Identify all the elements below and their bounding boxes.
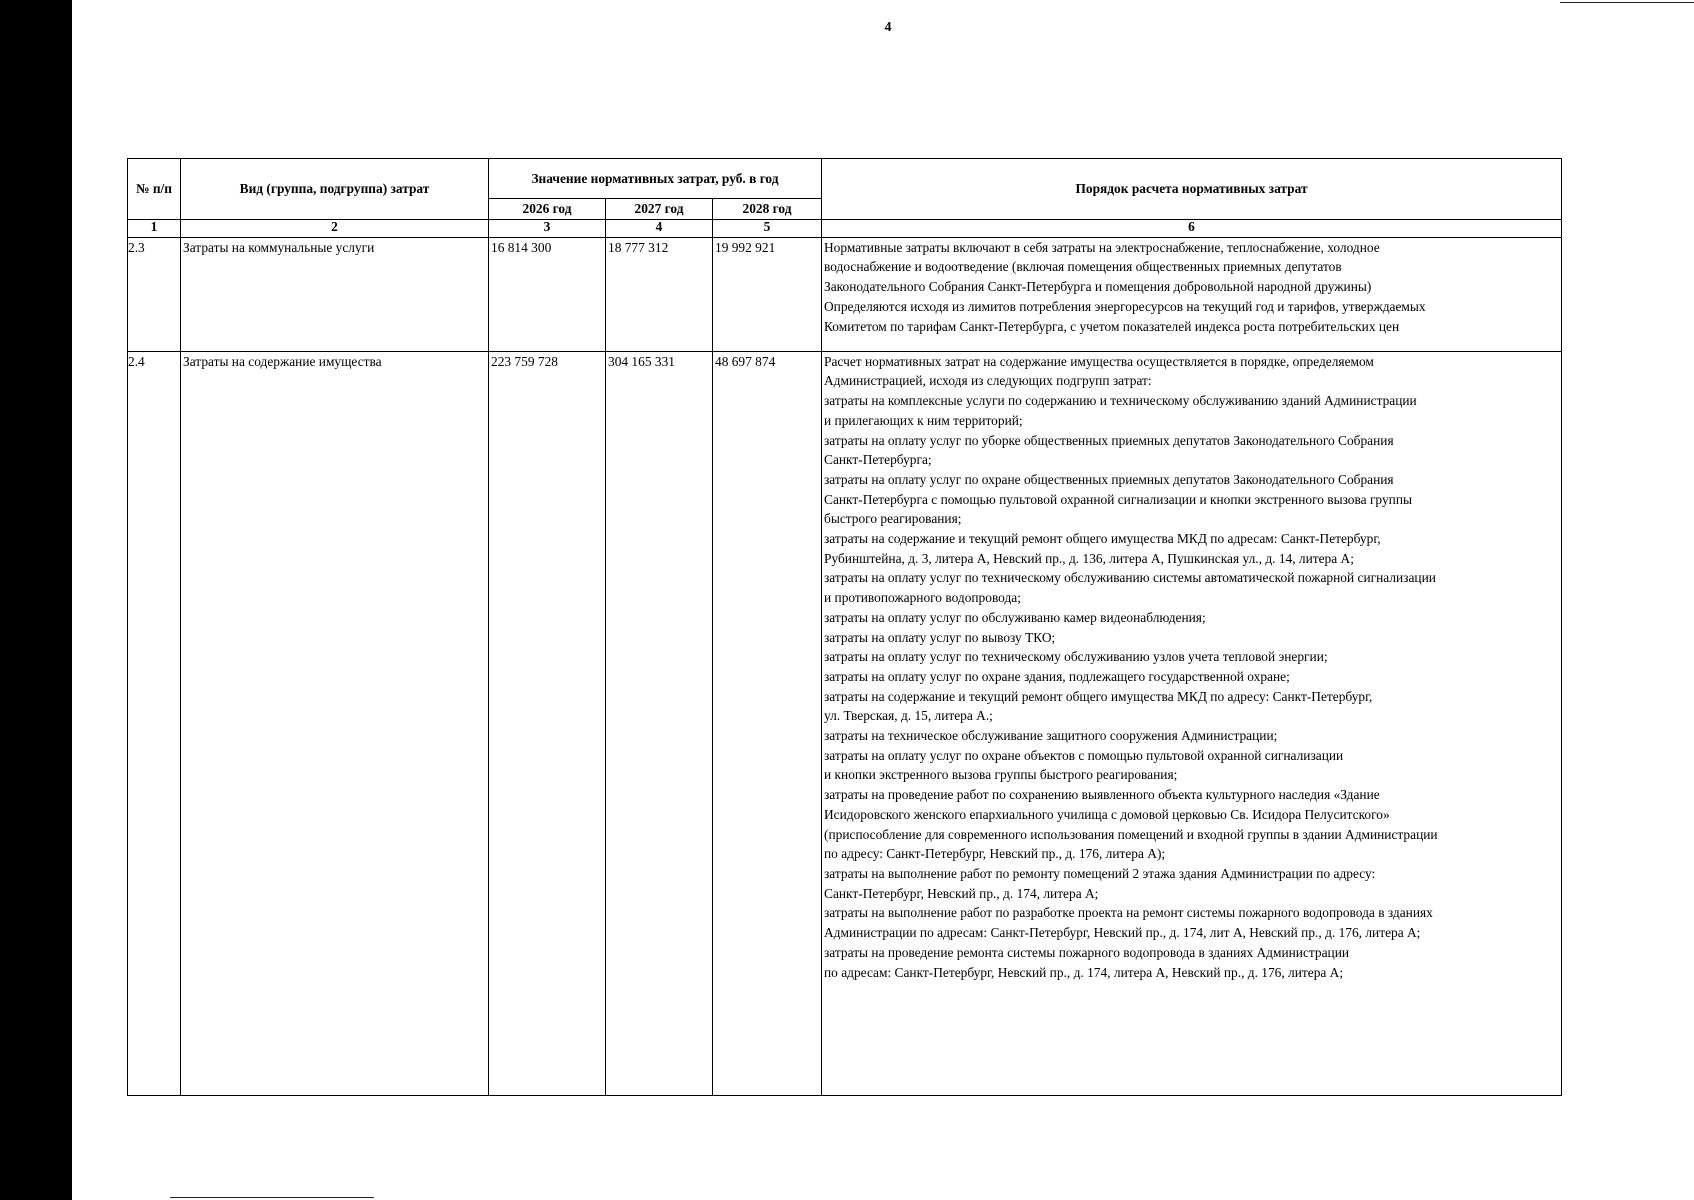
- description-line: Нормативные затраты включают в себя затраты на электроснабжение, теплоснабжение, холодное: [824, 239, 1380, 255]
- description-line: затраты на оплату услуг по уборке общественных приемных депутатов Законодательного Собрания: [824, 432, 1394, 448]
- description-line: Санкт-Петербурга с помощью пультовой охранной сигнализации и кнопки экстренного вызова группы: [824, 491, 1412, 507]
- description-line: затраты на выполнение работ по ремонту помещений 2 этажа здания Администрации по адресу:: [824, 865, 1376, 881]
- description-line: по адресу: Санкт-Петербург, Невский пр., д. 176, литера А);: [824, 846, 1166, 862]
- scan-edge-left: [0, 0, 72, 1200]
- description-line: Рубинштейна, д. 3, литера А, Невский пр., д. 136, литера А, Пушкинская ул., д. 14, литера А;: [824, 550, 1354, 566]
- description-line: затраты на содержание и текущий ремонт общего имущества МКД по адресу: Санкт-Петербург,: [824, 688, 1373, 704]
- description-line: затраты на оплату услуг по вывозу ТКО;: [824, 629, 1056, 645]
- description-line: Администрацией, исходя из следующих подгрупп затрат:: [824, 373, 1152, 389]
- description-line: затраты на оплату услуг по обслуживаню камер видеонаблюдения;: [824, 609, 1206, 625]
- description-line: затраты на техническое обслуживание защитного сооружения Администрации;: [824, 728, 1278, 744]
- description-line: ул. Тверская, д. 15, литера А.;: [824, 708, 993, 724]
- description-line: Законодательного Собрания Санкт-Петербурга и помещения добровольной народной дружины): [824, 279, 1372, 295]
- row-cost-name: Затраты на коммунальные услуги: [181, 237, 489, 351]
- scan-artifact-top: [1560, 2, 1694, 3]
- column-number: 1: [128, 219, 181, 237]
- description-line: затраты на содержание и текущий ремонт общего имущества МКД по адресам: Санкт-Петербург,: [824, 531, 1381, 547]
- description-line: по адресам: Санкт-Петербург, Невский пр., д. 174, литера А, Невский пр., д. 176, литера А;: [824, 964, 1344, 980]
- row-value-2027: 18 777 312: [606, 237, 713, 351]
- row-description: [822, 351, 1562, 1095]
- row-value-2026: 16 814 300: [489, 237, 606, 351]
- description-line: Расчет нормативных затрат на содержание имущества осуществляется в порядке, определяемом: [824, 353, 1374, 369]
- description-line: и кнопки экстренного вызова группы быстрого реагирования;: [824, 767, 1178, 783]
- description-line: водоснабжение и водоотведение (включая помещения общественных приемных депутатов: [824, 259, 1342, 275]
- column-number: 4: [606, 219, 713, 237]
- description-line: затраты на оплату услуг по техническому обслуживанию узлов учета тепловой энергии;: [824, 649, 1328, 665]
- description-line: затраты на проведение работ по сохранению выявленного объекта культурного наследия «Здание: [824, 787, 1380, 803]
- column-number: 3: [489, 219, 606, 237]
- header-cost-type: Вид (группа, подгруппа) затрат: [181, 159, 489, 220]
- table-row: [128, 351, 1562, 1095]
- row-code: 2.3: [128, 237, 181, 351]
- row-value-2026: 223 759 728: [489, 351, 606, 1095]
- description-line: затраты на оплату услуг по охране объектов с помощью пультовой охранной сигнализации: [824, 747, 1344, 763]
- row-value-2028: 19 992 921: [713, 237, 822, 351]
- description-line: затраты на выполнение работ по разработке проекта на ремонт системы пожарного водопровода в зданиях: [824, 905, 1433, 921]
- row-code: 2.4: [128, 351, 181, 1095]
- page-number: 4: [884, 20, 892, 35]
- header-num: № п/п: [128, 159, 181, 220]
- row-cost-name: Затраты на содержание имущества: [181, 351, 489, 1095]
- description-line: быстрого реагирования;: [824, 511, 962, 527]
- row-description: [822, 237, 1562, 351]
- description-line: Санкт-Петербург, Невский пр., д. 174, литера А;: [824, 885, 1099, 901]
- description-line: Комитетом по тарифам Санкт-Петербурга, с учетом показателей индекса роста потребительских цен: [824, 318, 1400, 334]
- column-number: 6: [822, 219, 1562, 237]
- description-line: Администрации по адресам: Санкт-Петербург, Невский пр., д. 174, лит А, Невский пр., д. 176, литера А;: [824, 925, 1421, 941]
- description-line: затраты на оплату услуг по охране здания, подлежащего государственной охране;: [824, 668, 1290, 684]
- header-year-2026: 2026 год: [489, 199, 606, 220]
- column-number: 5: [713, 219, 822, 237]
- row-value-2028: 48 697 874: [713, 351, 822, 1095]
- row-value-2027: 304 165 331: [606, 351, 713, 1095]
- description-line: затраты на оплату услуг по охране общественных приемных депутатов Законодательного Собрания: [824, 471, 1394, 487]
- column-number: 2: [181, 219, 489, 237]
- description-line: Исидоровского женского епархиального училища с домовой церковью Св. Исидора Пелуситского»: [824, 806, 1390, 822]
- description-line: и прилегающих к ним территорий;: [824, 412, 1023, 428]
- description-line: Санкт-Петербурга;: [824, 452, 932, 468]
- header-values-group: Значение нормативных затрат, руб. в год: [489, 159, 822, 199]
- description-line: (приспособление для современного использования помещений и входной группы в здании Администрации: [824, 826, 1438, 842]
- description-line: и противопожарного водопровода;: [824, 590, 1021, 606]
- header-year-2027: 2027 год: [606, 199, 713, 220]
- header-year-2028: 2028 год: [713, 199, 822, 220]
- cost-table: [127, 158, 1562, 1096]
- header-calc-order: Порядок расчета нормативных затрат: [822, 159, 1562, 220]
- description-line: Определяются исходя из лимитов потребления энергоресурсов на текущий год и тарифов, утверждаемых: [824, 298, 1426, 314]
- scan-artifact-bottom: [170, 1197, 374, 1198]
- description-line: затраты на комплексные услуги по содержанию и техническому обслуживанию зданий Администрации: [824, 393, 1417, 409]
- description-line: затраты на проведение ремонта системы пожарного водопровода в зданиях Администрации: [824, 944, 1350, 960]
- table-row: [128, 237, 1562, 351]
- description-line: затраты на оплату услуг по техническому обслуживанию системы автоматической пожарной сигнализации: [824, 570, 1436, 586]
